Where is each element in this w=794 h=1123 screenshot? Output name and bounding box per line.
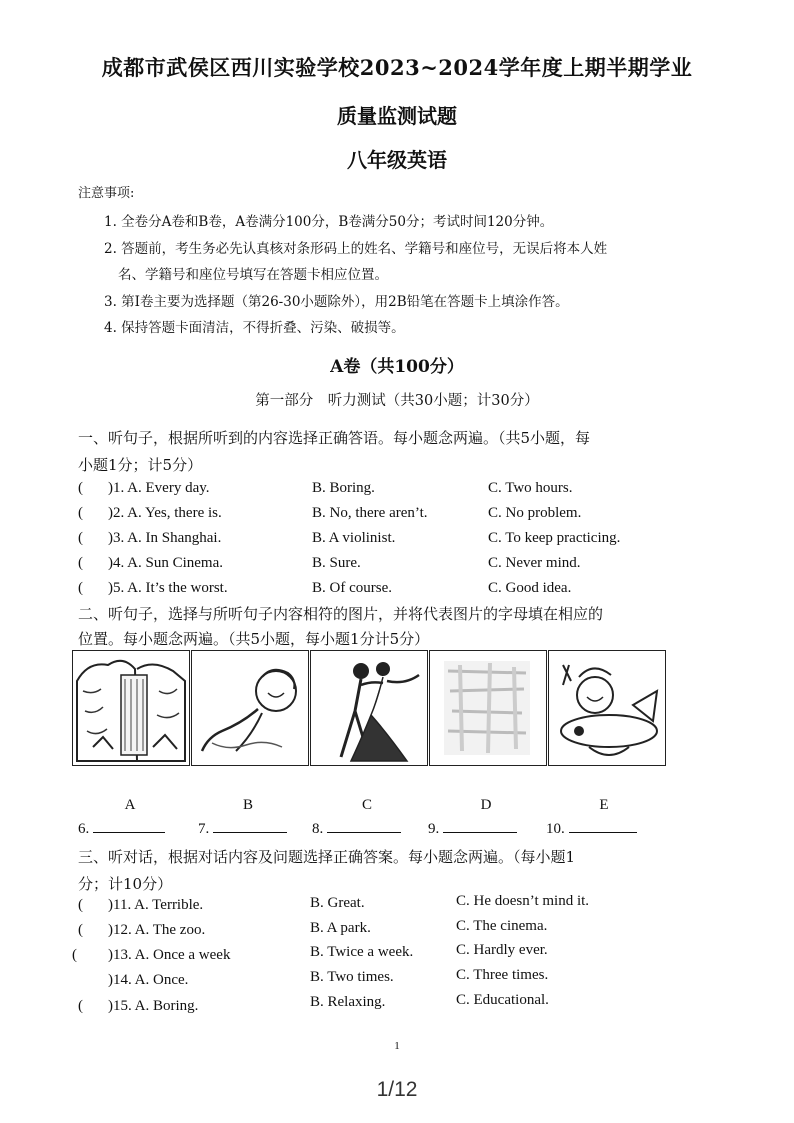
blank-line[interactable]	[213, 818, 287, 833]
q5-option-b: B. Of course.	[312, 580, 392, 596]
picture-waterfall	[72, 650, 190, 766]
q3-option-a: )3. A. In Shanghai.	[108, 530, 222, 546]
answer-paren[interactable]: (	[78, 998, 83, 1014]
page-number: 1	[394, 1040, 400, 1052]
blank-line[interactable]	[569, 818, 637, 833]
picture-label-c: C	[361, 797, 372, 813]
q1-option-b: B. Boring.	[312, 480, 375, 496]
q2-option-c: C. No problem.	[488, 505, 582, 521]
section3-instruction-cont: 分；计10分）	[78, 875, 173, 893]
note-item-1: 1. 全卷分A卷和B卷，A卷满分100分，B卷满分50分；考试时间120分钟。	[104, 214, 554, 230]
picture-label-d: D	[480, 797, 492, 813]
q14-option-c: C. Three times.	[456, 967, 549, 983]
exam-title-line1: 成都市武侯区西川实验学校2023~2024学年度上期半期学业	[101, 55, 693, 80]
answer-paren[interactable]: (	[78, 897, 83, 913]
section1-instruction: 一、听句子，根据所听到的内容选择正确答语。每小题念两遍。（共5小题，每	[78, 429, 591, 447]
blank-line[interactable]	[443, 818, 517, 833]
notes-heading: 注意事项:	[78, 186, 135, 201]
q4-option-a: )4. A. Sun Cinema.	[108, 555, 223, 571]
q4-option-b: B. Sure.	[312, 555, 361, 571]
q11-option-b: B. Great.	[310, 895, 365, 911]
answer-paren[interactable]: (	[72, 947, 77, 963]
exam-title-line2: 质量监测试题	[337, 104, 457, 128]
q14-option-a: )14. A. Once.	[108, 972, 189, 988]
section1-instruction-cont: 小题1分；计5分）	[78, 456, 203, 474]
picture-faded	[429, 650, 547, 766]
picture-pilot-plane	[548, 650, 666, 766]
picture-label-a: A	[124, 797, 136, 813]
q13-option-c: C. Hardly ever.	[456, 942, 548, 958]
q4-option-c: C. Never mind.	[488, 555, 581, 571]
answer-paren[interactable]: (	[78, 922, 83, 938]
q15-option-c: C. Educational.	[456, 992, 549, 1008]
q12-option-b: B. A park.	[310, 920, 371, 936]
q13-option-b: B. Twice a week.	[310, 944, 414, 960]
blank-number: 7.	[198, 821, 210, 837]
page-indicator: 1/12	[376, 1078, 418, 1101]
q2-option-b: B. No, there aren’t.	[312, 505, 428, 521]
q14-option-b: B. Two times.	[310, 969, 394, 985]
answer-paren[interactable]: (	[78, 480, 83, 496]
picture-label-b: B	[242, 797, 253, 813]
answer-blank-7[interactable]	[198, 818, 287, 838]
q12-option-a: )12. A. The zoo.	[108, 922, 206, 938]
q12-option-c: C. The cinema.	[456, 918, 548, 934]
note-item-3: 3. 第I卷主要为选择题（第26-30小题除外），用2B铅笔在答题卡上填涂作答。	[104, 294, 569, 310]
section3-instruction: 三、听对话，根据对话内容及问题选择正确答案。每小题念两遍。（每小题1	[78, 848, 576, 866]
answer-blank-8[interactable]	[312, 818, 401, 838]
q11-option-c: C. He doesn’t mind it.	[456, 893, 590, 909]
picture-boy-swimming	[191, 650, 309, 766]
answer-paren[interactable]: (	[78, 530, 83, 546]
q15-option-a: )15. A. Boring.	[108, 998, 199, 1014]
blank-number: 6.	[78, 821, 90, 837]
note-item-2-cont: 名、学籍号和座位号填写在答题卡相应位置。	[118, 267, 388, 283]
q15-option-b: B. Relaxing.	[310, 994, 386, 1010]
q2-option-a: )2. A. Yes, there is.	[108, 505, 222, 521]
answer-paren[interactable]: (	[78, 505, 83, 521]
q3-option-c: C. To keep practicing.	[488, 530, 621, 546]
q11-option-a: )11. A. Terrible.	[108, 897, 204, 913]
q1-option-c: C. Two hours.	[488, 480, 573, 496]
part1-heading: 第一部分 听力测试（共30小题；计30分）	[255, 393, 539, 409]
blank-number: 8.	[312, 821, 324, 837]
answer-paren[interactable]: (	[78, 580, 83, 596]
note-item-2: 2. 答题前，考生务必先认真核对条形码上的姓名、学籍号和座位号，无误后将本人姓	[104, 241, 608, 257]
q1-option-a: )1. A. Every day.	[108, 480, 210, 496]
volume-a-title: A卷（共100分）	[330, 357, 464, 377]
q5-option-c: C. Good idea.	[488, 580, 572, 596]
answer-paren[interactable]: (	[78, 555, 83, 571]
q3-option-b: B. A violinist.	[312, 530, 396, 546]
picture-label-e: E	[599, 797, 609, 813]
answer-blank-9[interactable]	[428, 818, 517, 838]
answer-blank-6[interactable]	[78, 818, 165, 838]
blank-number: 9.	[428, 821, 440, 837]
q5-option-a: )5. A. It’s the worst.	[108, 580, 228, 596]
picture-dancers	[310, 650, 428, 766]
exam-subject: 八年级英语	[347, 148, 447, 172]
blank-line[interactable]	[327, 818, 401, 833]
note-item-4: 4. 保持答题卡面清洁，不得折叠、污染、破损等。	[104, 320, 405, 336]
section2-instruction: 二、听句子，选择与所听句子内容相符的图片，并将代表图片的字母填在相应的	[78, 605, 604, 623]
blank-number: 10.	[546, 821, 565, 837]
answer-blank-10[interactable]	[546, 818, 637, 838]
blank-line[interactable]	[93, 818, 165, 833]
section2-instruction-cont: 位置。每小题念两遍。（共5小题，每小题1分计5分）	[78, 630, 430, 648]
q13-option-a: )13. A. Once a week	[108, 947, 231, 963]
